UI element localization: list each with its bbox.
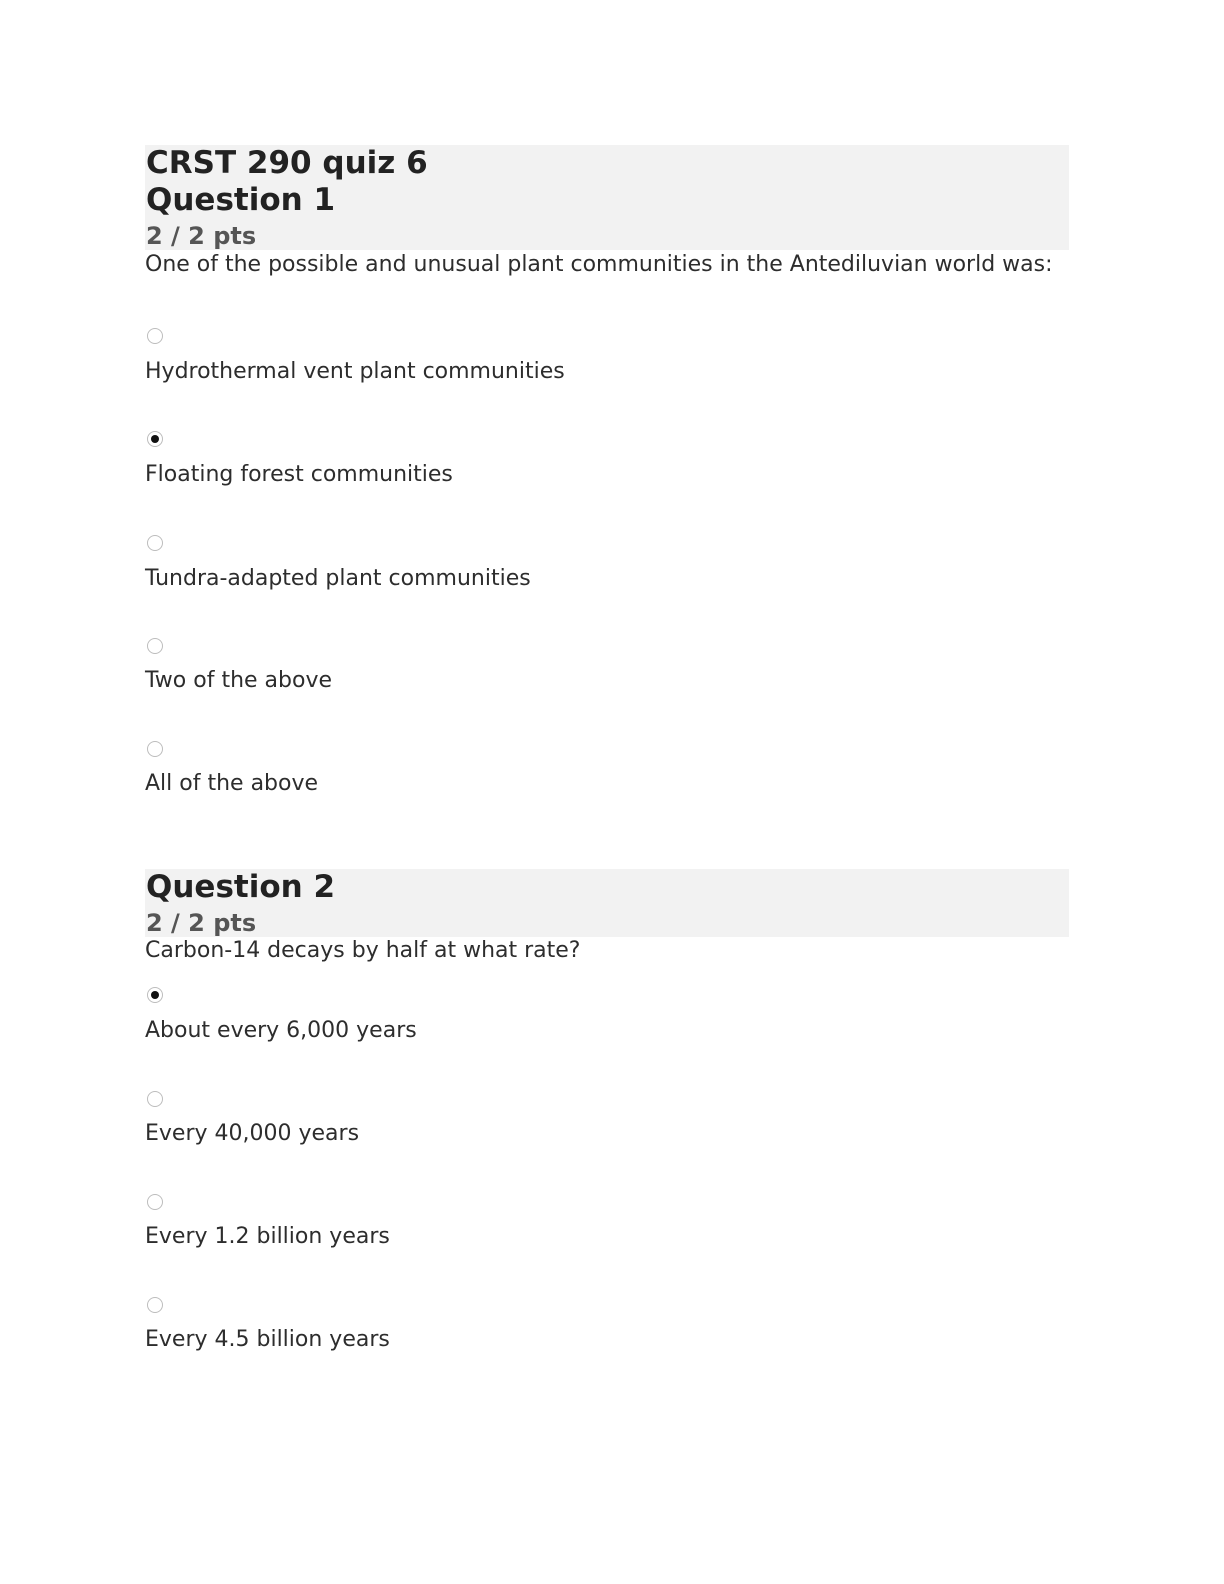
question-2-points: 2 / 2 pts bbox=[146, 909, 257, 937]
radio-button-selected[interactable] bbox=[147, 987, 163, 1003]
question-1-text: One of the possible and unusual plant communities in the Antediluvian world was: bbox=[145, 252, 1053, 277]
answer-label: Floating forest communities bbox=[145, 462, 453, 487]
radio-button[interactable] bbox=[147, 741, 163, 757]
answer-label: About every 6,000 years bbox=[145, 1018, 417, 1043]
question-2-text: Carbon-14 decays by half at what rate? bbox=[145, 938, 581, 963]
radio-button[interactable] bbox=[147, 1194, 163, 1210]
radio-button[interactable] bbox=[147, 1091, 163, 1107]
radio-button[interactable] bbox=[147, 1297, 163, 1313]
answer-label: Hydrothermal vent plant communities bbox=[145, 359, 565, 384]
answer-label: All of the above bbox=[145, 771, 319, 796]
radio-button[interactable] bbox=[147, 328, 163, 344]
question-2-title: Question 2 bbox=[146, 869, 336, 905]
question-1-title: Question 1 bbox=[146, 182, 336, 218]
question-1-header bbox=[145, 145, 1069, 250]
answer-label: Every 4.5 billion years bbox=[145, 1327, 390, 1352]
question-1-points: 2 / 2 pts bbox=[146, 222, 257, 250]
radio-button[interactable] bbox=[147, 638, 163, 654]
answer-label: Two of the above bbox=[145, 668, 332, 693]
radio-button-selected[interactable] bbox=[147, 431, 163, 447]
answer-label: Every 1.2 billion years bbox=[145, 1224, 390, 1249]
answer-label: Tundra-adapted plant communities bbox=[145, 566, 531, 591]
question-2-header bbox=[145, 869, 1069, 937]
answer-label: Every 40,000 years bbox=[145, 1121, 360, 1146]
radio-button[interactable] bbox=[147, 535, 163, 551]
quiz-title: CRST 290 quiz 6 bbox=[146, 145, 428, 181]
